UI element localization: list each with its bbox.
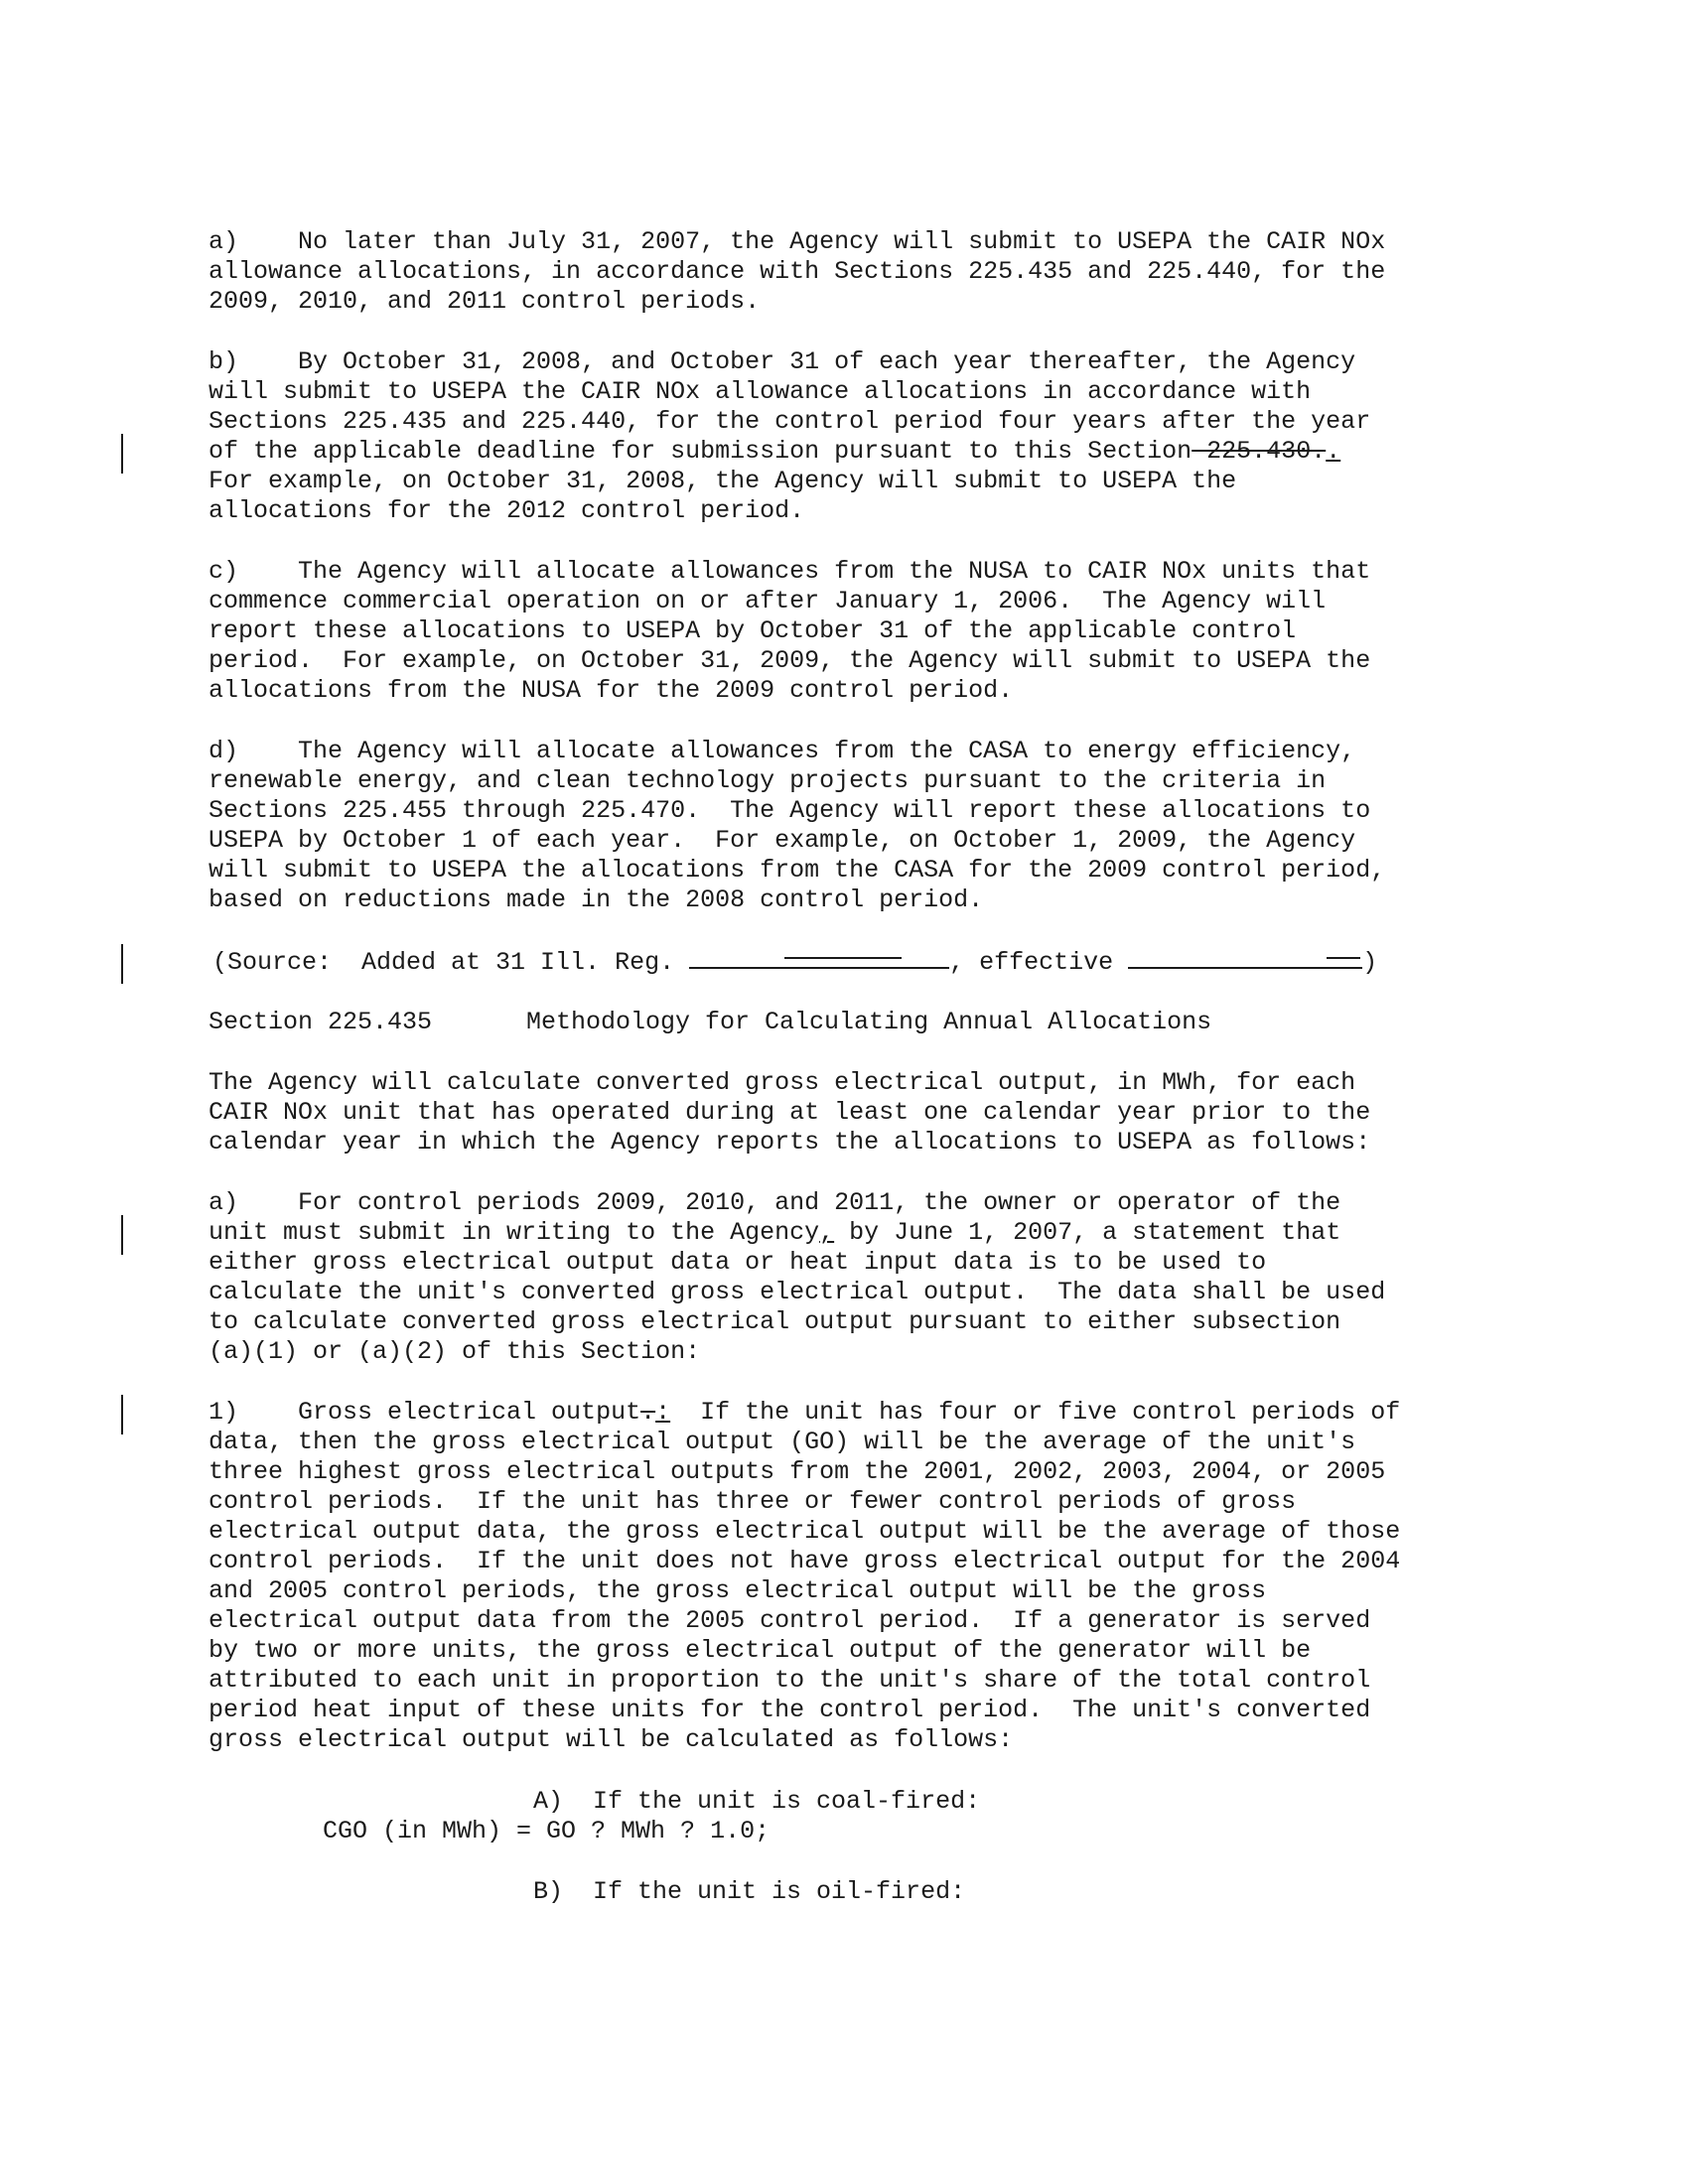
subsection-1-line: electrical output data, the gross electrical output will be the average of those [209, 1517, 1401, 1546]
subsection-a-line: to calculate converted gross electrical output pursuant to either subsection [209, 1307, 1341, 1336]
subsection-1-text: If the unit has four or five control periods of [670, 1398, 1401, 1427]
subsection-a-line: a) For control periods 2009, 2010, and 2011, the owner or operator of the [209, 1188, 1341, 1217]
subsection-1-line: control periods. If the unit does not have gross electrical output for the 2004 [209, 1547, 1401, 1575]
paragraph-a-line: allowance allocations, in accordance with Sections 225.435 and 225.440, for the [209, 257, 1386, 286]
paragraph-b-line: will submit to USEPA the CAIR NOx allowance allocations in accordance with [209, 377, 1312, 406]
inserted-text: : [655, 1398, 671, 1427]
subsection-1-line: and 2005 control periods, the gross electrical output will be the gross [209, 1576, 1267, 1605]
paragraph-b-line: For example, on October 31, 2008, the Agency will submit to USEPA the [209, 467, 1237, 495]
intro-line: calendar year in which the Agency reports the allocations to USEPA as follows: [209, 1128, 1371, 1157]
paragraph-d-line: Sections 225.455 through 225.470. The Agency will report these allocations to [209, 796, 1371, 825]
intro-line: CAIR NOx unit that has operated during at least one calendar year prior to the [209, 1098, 1371, 1127]
paragraph-b-line: allocations for the 2012 control period. [209, 496, 805, 525]
subsection-a-line: (a)(1) or (a)(2) of this Section: [209, 1337, 701, 1366]
formula-b-label: B) If the unit is oil-fired: [533, 1877, 966, 1906]
revision-bar [121, 434, 123, 474]
inserted-text: , [819, 1218, 835, 1247]
paragraph-d-line: renewable energy, and clean technology projects pursuant to the criteria in [209, 766, 1327, 795]
intro-line: The Agency will calculate converted gross electrical output, in MWh, for each [209, 1068, 1356, 1097]
revision-bar [121, 1395, 123, 1434]
paragraph-b-text: of the applicable deadline for submission pursuant to this Section [209, 437, 1193, 466]
struck-text: . [640, 1398, 656, 1427]
paragraph-d-line: USEPA by October 1 of each year. For example, on October 1, 2009, the Agency [209, 826, 1356, 855]
formula-a-label: A) If the unit is coal-fired: [533, 1787, 981, 1816]
register-blank [689, 947, 949, 969]
source-suffix: ) [1362, 948, 1378, 977]
inserted-text: . [1326, 437, 1341, 466]
subsection-1-line: data, then the gross electrical output (GO) will be the average of the unit's [209, 1428, 1356, 1456]
section-number: Section 225.435 [209, 1008, 433, 1036]
paragraph-a-line: a) No later than July 31, 2007, the Agency will submit to USEPA the CAIR NOx [209, 227, 1386, 256]
subsection-a-line [209, 1218, 1340, 1248]
subsection-1-line: gross electrical output will be calculated as follows: [209, 1725, 1014, 1754]
subsection-a-line: calculate the unit's converted gross electrical output. The data shall be used [209, 1278, 1386, 1306]
subsection-1-line: electrical output data from the 2005 control period. If a generator is served [209, 1606, 1371, 1635]
source-prefix: (Source: Added at 31 Ill. Reg. [212, 948, 690, 977]
paragraph-b-line: Sections 225.435 and 225.440, for the control period four years after the year [209, 407, 1371, 436]
source-note [212, 947, 1377, 977]
paragraph-c-line: c) The Agency will allocate allowances from the NUSA to CAIR NOx units that [209, 557, 1371, 586]
revision-bar [121, 944, 123, 984]
paragraph-c-line: allocations from the NUSA for the 2009 control period. [209, 676, 1014, 705]
paragraph-c-line: period. For example, on October 31, 2009, the Agency will submit to USEPA the [209, 646, 1371, 675]
section-title: Methodology for Calculating Annual Allocations [526, 1008, 1212, 1036]
subsection-a-line: either gross electrical output data or heat input data is to be used to [209, 1248, 1267, 1277]
formula-a-equation: CGO (in MWh) = GO ? MWh ? 1.0; [323, 1817, 771, 1845]
subsection-1-line: period heat input of these units for the control period. The unit's converted [209, 1696, 1371, 1724]
subsection-a-text: by June 1, 2007, a statement that [834, 1218, 1341, 1247]
subsection-a-text: unit must submit in writing to the Agency [209, 1218, 820, 1247]
subsection-1-line: three highest gross electrical outputs from the 2001, 2002, 2003, 2004, or 2005 [209, 1457, 1386, 1486]
paragraph-d-line: will submit to USEPA the allocations from the CASA for the 2009 control period, [209, 856, 1386, 885]
subsection-1-line: by two or more units, the gross electrical output of the generator will be [209, 1636, 1312, 1665]
effective-date-blank [1128, 947, 1362, 969]
paragraph-a-line: 2009, 2010, and 2011 control periods. [209, 287, 761, 316]
paragraph-c-line: commence commercial operation on or after January 1, 2006. The Agency will [209, 587, 1327, 615]
paragraph-d-line: d) The Agency will allocate allowances from the CASA to energy efficiency, [209, 737, 1356, 765]
struck-text: 225.430. [1192, 437, 1327, 466]
paragraph-b-line [209, 437, 1340, 467]
paragraph-d-line: based on reductions made in the 2008 control period. [209, 886, 984, 914]
source-middle: , effective [949, 948, 1129, 977]
paragraph-c-line: report these allocations to USEPA by October 31 of the applicable control [209, 616, 1297, 645]
subsection-1-line [209, 1398, 1400, 1428]
subsection-1-line: attributed to each unit in proportion to the unit's share of the total control [209, 1666, 1371, 1695]
paragraph-b-line: b) By October 31, 2008, and October 31 of each year thereafter, the Agency [209, 347, 1356, 376]
subsection-1-text: 1) Gross electrical output [209, 1398, 641, 1427]
revision-bar [121, 1215, 123, 1255]
subsection-1-line: control periods. If the unit has three or fewer control periods of gross [209, 1487, 1297, 1516]
